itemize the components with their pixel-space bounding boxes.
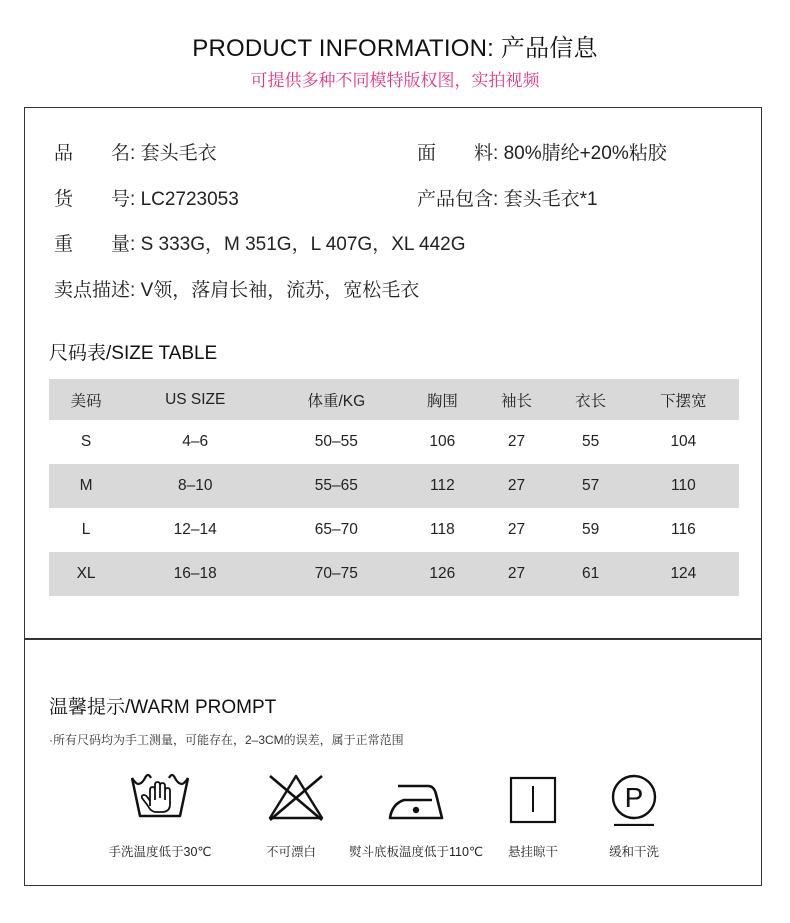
page-title: PRODUCT INFORMATION: 产品信息 [192, 35, 598, 62]
info-contents-label: 产品包含: [417, 189, 499, 210]
info-weight [54, 229, 466, 256]
header-cell: US SIZE [165, 390, 226, 408]
care-item-dry-clean [606, 770, 662, 826]
table-cell: 59 [582, 521, 600, 538]
table-cell: 27 [507, 565, 526, 582]
warm-prompt-title: 温馨提示/WARM PROMPT [49, 697, 277, 718]
size-table-title: 尺码表/SIZE TABLE [49, 343, 218, 364]
hang-dry-icon [505, 770, 561, 826]
table-cell: 55 [582, 433, 600, 450]
table-cell: 27 [507, 433, 526, 450]
header-cell: 袖长 [501, 392, 533, 410]
table-cell: 70–75 [314, 565, 358, 582]
table-cell: 118 [430, 521, 455, 538]
table-row [49, 552, 739, 596]
size-table-header [49, 379, 739, 420]
care-item-hand-wash [128, 770, 192, 826]
info-name-value: 套头毛衣 [140, 143, 217, 164]
table-cell: 27 [507, 477, 526, 494]
table-cell: M [79, 477, 93, 494]
header-cell: 衣长 [575, 392, 607, 410]
info-weight-value: S 333G，M 351G，L 407G，XL 442G [140, 234, 466, 255]
table-cell: L [81, 521, 91, 538]
care-label-dry-clean: 缓和干洗 [608, 845, 660, 859]
no-bleach-icon [264, 770, 328, 826]
info-code-label: 货 号: [54, 189, 136, 210]
care-item-hang-dry [505, 770, 561, 826]
info-fabric-value: 80%腈纶+20%粘胶 [503, 143, 667, 164]
table-cell: XL [76, 565, 96, 582]
dry-clean-icon [606, 770, 662, 826]
care-label-iron: 熨斗底板温度低于110℃ [349, 845, 483, 859]
table-row [49, 464, 739, 508]
iron-icon [384, 770, 448, 826]
info-selling [54, 275, 419, 302]
table-cell: 104 [670, 433, 697, 450]
info-code-value: LC2723053 [140, 189, 239, 210]
info-selling-value: V领，落肩长袖，流苏，宽松毛衣 [140, 280, 420, 301]
page-subtitle: 可提供多种不同模特版权图，实拍视频 [250, 71, 540, 90]
size-table [49, 379, 739, 596]
care-item-no-bleach [264, 770, 328, 826]
header-cell: 体重/KG [307, 392, 366, 410]
care-item-iron [384, 770, 448, 826]
care-label-no-bleach: 不可漂白 [265, 845, 317, 859]
table-cell: 27 [507, 521, 526, 538]
info-selling-label: 卖点描述: [54, 280, 136, 301]
header-cell: 下摆宽 [660, 392, 707, 410]
table-cell: 112 [430, 477, 455, 494]
table-cell: 65–70 [314, 521, 358, 538]
measurement-note: ·所有尺码均为手工测量，可能存在，2–3CM的误差，属于正常范围 [49, 733, 404, 747]
info-code [54, 184, 239, 211]
info-contents-value: 套头毛衣*1 [503, 189, 598, 210]
table-cell: 61 [582, 565, 600, 582]
dry-clean-symbol: P [624, 782, 644, 813]
table-row [49, 420, 739, 464]
table-cell: 124 [670, 565, 697, 582]
table-cell: 55–65 [314, 477, 358, 494]
table-cell: 116 [671, 521, 696, 538]
table-cell: 126 [429, 565, 456, 582]
header-cell: 美码 [70, 392, 102, 410]
section-divider [24, 638, 762, 640]
table-cell: 4–6 [182, 433, 209, 450]
info-fabric-label: 面 料: [417, 143, 499, 164]
table-row [49, 508, 739, 552]
table-cell: 12–14 [173, 521, 217, 538]
table-cell: 50–55 [314, 433, 358, 450]
info-contents [417, 184, 598, 211]
info-name-label: 品 名: [54, 143, 136, 164]
table-cell: 8–10 [177, 477, 213, 494]
table-cell: S [80, 433, 92, 450]
info-name [54, 138, 217, 165]
table-cell: 57 [582, 477, 600, 494]
hand-wash-icon [128, 770, 192, 826]
care-label-hang-dry: 悬挂晾干 [507, 845, 559, 859]
info-fabric [417, 138, 667, 165]
table-cell: 110 [671, 477, 696, 494]
info-weight-label: 重 量: [54, 234, 136, 255]
table-cell: 106 [429, 433, 456, 450]
table-cell: 16–18 [173, 565, 217, 582]
header-cell: 胸围 [426, 392, 458, 410]
care-label-hand-wash: 手洗温度低于30℃ [108, 845, 212, 859]
